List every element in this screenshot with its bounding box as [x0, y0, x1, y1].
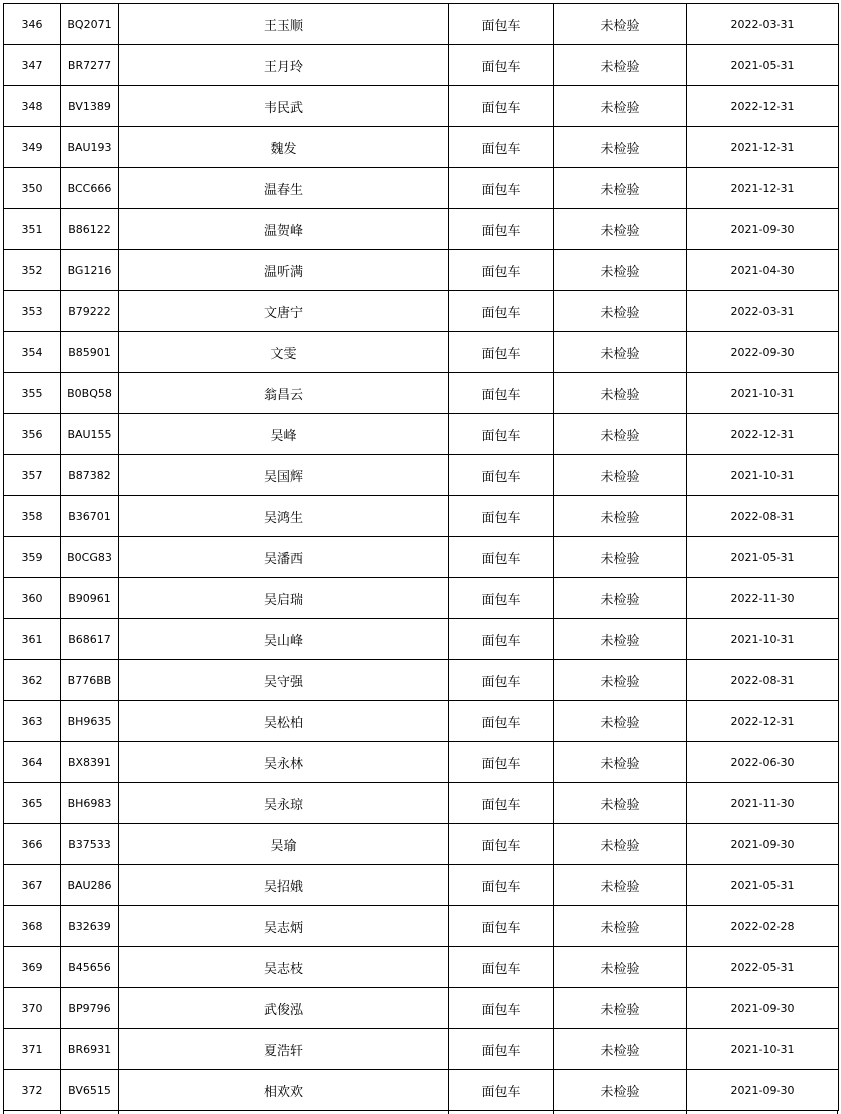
- vehicle-type-cell: 面包车: [449, 865, 554, 906]
- vehicle-type-cell: 面包车: [449, 86, 554, 127]
- owner-name-cell: 吴国辉: [119, 455, 449, 496]
- plate-number-cell: BV6515: [61, 1070, 119, 1111]
- inspection-status-cell: 未检验: [554, 86, 687, 127]
- expiry-date-cell: 2021-09-30: [687, 824, 839, 865]
- vehicle-type-cell: 面包车: [449, 1029, 554, 1070]
- inspection-status-cell: 未检验: [554, 168, 687, 209]
- plate-number-cell: B87382: [61, 455, 119, 496]
- inspection-status-cell: 未检验: [554, 660, 687, 701]
- plate-number-cell: B0BQ58: [61, 373, 119, 414]
- table-row: [4, 1029, 839, 1070]
- table-row: [4, 701, 839, 742]
- expiry-date-cell: 2022-02-28: [687, 906, 839, 947]
- inspection-status-cell: 未检验: [554, 619, 687, 660]
- owner-name-cell: 吴启瑞: [119, 578, 449, 619]
- expiry-date-cell: 2021-11-30: [687, 783, 839, 824]
- plate-number-cell: BAU193: [61, 127, 119, 168]
- expiry-date-cell: 2022-05-31: [687, 947, 839, 988]
- vehicle-type-cell: 面包车: [449, 824, 554, 865]
- plate-number-cell: B776BB: [61, 660, 119, 701]
- row-number-cell: 346: [4, 4, 61, 45]
- table-row: [4, 947, 839, 988]
- row-number-cell: 347: [4, 45, 61, 86]
- expiry-date-cell: 2022-03-31: [687, 291, 839, 332]
- row-number-cell: 355: [4, 373, 61, 414]
- owner-name-cell: 王玉顺: [119, 4, 449, 45]
- inspection-status-cell: 未检验: [554, 414, 687, 455]
- table-row: [4, 45, 839, 86]
- plate-number-cell: BAU155: [61, 414, 119, 455]
- plate-number-cell: BH6983: [61, 783, 119, 824]
- row-number-cell: 360: [4, 578, 61, 619]
- inspection-status-cell: 未检验: [554, 947, 687, 988]
- owner-name-cell: 相欢欢: [119, 1070, 449, 1111]
- table-row: [4, 865, 839, 906]
- row-number-cell: 372: [4, 1070, 61, 1111]
- expiry-date-cell: 2021-10-31: [687, 455, 839, 496]
- vehicle-type-cell: 面包车: [449, 537, 554, 578]
- plate-number-cell: BP9796: [61, 988, 119, 1029]
- row-number-cell: 357: [4, 455, 61, 496]
- owner-name-cell: 夏浩轩: [119, 1029, 449, 1070]
- inspection-status-cell: 未检验: [554, 373, 687, 414]
- row-number-cell: 350: [4, 168, 61, 209]
- vehicle-type-cell: 面包车: [449, 783, 554, 824]
- owner-name-cell: 王月玲: [119, 45, 449, 86]
- plate-number-cell: BCC666: [61, 168, 119, 209]
- table-row: [4, 250, 839, 291]
- table-row: [4, 783, 839, 824]
- plate-number-cell: B85901: [61, 332, 119, 373]
- row-number-cell: 349: [4, 127, 61, 168]
- owner-name-cell: 吴山峰: [119, 619, 449, 660]
- vehicle-type-cell: 面包车: [449, 619, 554, 660]
- row-number-cell: 354: [4, 332, 61, 373]
- table-row: [4, 742, 839, 783]
- table-row: [4, 373, 839, 414]
- row-number-cell: 371: [4, 1029, 61, 1070]
- inspection-status-cell: 未检验: [554, 4, 687, 45]
- owner-name-cell: 翁昌云: [119, 373, 449, 414]
- owner-name-cell: 温听满: [119, 250, 449, 291]
- vehicle-type-cell: 面包车: [449, 373, 554, 414]
- expiry-date-cell: 2021-10-31: [687, 373, 839, 414]
- vehicle-type-cell: 面包车: [449, 4, 554, 45]
- plate-number-cell: B68617: [61, 619, 119, 660]
- table-row: [4, 619, 839, 660]
- plate-number-cell: BAU286: [61, 865, 119, 906]
- inspection-status-cell: 未检验: [554, 906, 687, 947]
- vehicle-type-cell: 面包车: [449, 455, 554, 496]
- table-row: [4, 906, 839, 947]
- inspection-status-cell: 未检验: [554, 1070, 687, 1111]
- row-number-cell: 353: [4, 291, 61, 332]
- inspection-status-cell: 未检验: [554, 865, 687, 906]
- table-row: [4, 578, 839, 619]
- table-row: [4, 455, 839, 496]
- expiry-date-cell: 2022-08-31: [687, 496, 839, 537]
- vehicle-type-cell: 面包车: [449, 906, 554, 947]
- inspection-status-cell: 未检验: [554, 988, 687, 1029]
- table-row: [4, 168, 839, 209]
- plate-number-cell: B79222: [61, 291, 119, 332]
- row-number-cell: 363: [4, 701, 61, 742]
- owner-name-cell: 吴志枝: [119, 947, 449, 988]
- expiry-date-cell: 2021-04-30: [687, 250, 839, 291]
- expiry-date-cell: 2021-12-31: [687, 127, 839, 168]
- owner-name-cell: 文唐宁: [119, 291, 449, 332]
- plate-number-cell: B0CG83: [61, 537, 119, 578]
- vehicle-type-cell: 面包车: [449, 168, 554, 209]
- vehicle-type-cell: 面包车: [449, 496, 554, 537]
- vehicle-type-cell: 面包车: [449, 250, 554, 291]
- table-row: [4, 496, 839, 537]
- expiry-date-cell: 2021-12-31: [687, 168, 839, 209]
- inspection-status-cell: 未检验: [554, 1029, 687, 1070]
- row-number-cell: 366: [4, 824, 61, 865]
- table-row: [4, 86, 839, 127]
- plate-number-cell: B90961: [61, 578, 119, 619]
- row-number-cell: 370: [4, 988, 61, 1029]
- inspection-status-cell: 未检验: [554, 209, 687, 250]
- plate-number-cell: BH9635: [61, 701, 119, 742]
- vehicle-type-cell: 面包车: [449, 660, 554, 701]
- inspection-status-cell: 未检验: [554, 45, 687, 86]
- table-row: [4, 209, 839, 250]
- owner-name-cell: 温春生: [119, 168, 449, 209]
- expiry-date-cell: 2022-12-31: [687, 414, 839, 455]
- owner-name-cell: 武俊泓: [119, 988, 449, 1029]
- owner-name-cell: 吴潘西: [119, 537, 449, 578]
- owner-name-cell: 吴松柏: [119, 701, 449, 742]
- inspection-status-cell: 未检验: [554, 701, 687, 742]
- expiry-date-cell: 2022-09-30: [687, 332, 839, 373]
- plate-number-cell: BX8391: [61, 742, 119, 783]
- inspection-status-cell: 未检验: [554, 783, 687, 824]
- plate-number-cell: BV1389: [61, 86, 119, 127]
- table-row: [4, 1070, 839, 1111]
- row-number-cell: 352: [4, 250, 61, 291]
- row-number-cell: 367: [4, 865, 61, 906]
- inspection-status-cell: 未检验: [554, 537, 687, 578]
- vehicle-type-cell: 面包车: [449, 45, 554, 86]
- vehicle-type-cell: 面包车: [449, 414, 554, 455]
- row-number-cell: 364: [4, 742, 61, 783]
- table-row: [4, 291, 839, 332]
- expiry-date-cell: 2021-09-30: [687, 1070, 839, 1111]
- inspection-status-cell: 未检验: [554, 291, 687, 332]
- owner-name-cell: 吴志炳: [119, 906, 449, 947]
- table-row: [4, 537, 839, 578]
- row-number-cell: 356: [4, 414, 61, 455]
- plate-number-cell: B36701: [61, 496, 119, 537]
- plate-number-cell: BR7277: [61, 45, 119, 86]
- expiry-date-cell: 2022-11-30: [687, 578, 839, 619]
- plate-number-cell: BR6931: [61, 1029, 119, 1070]
- plate-number-cell: B45656: [61, 947, 119, 988]
- table-row: [4, 824, 839, 865]
- table-row: [4, 988, 839, 1029]
- inspection-status-cell: 未检验: [554, 824, 687, 865]
- owner-name-cell: 韦民武: [119, 86, 449, 127]
- table-body: [4, 4, 839, 1111]
- expiry-date-cell: 2021-05-31: [687, 865, 839, 906]
- expiry-date-cell: 2021-09-30: [687, 209, 839, 250]
- vehicle-type-cell: 面包车: [449, 701, 554, 742]
- expiry-date-cell: 2022-06-30: [687, 742, 839, 783]
- inspection-status-cell: 未检验: [554, 742, 687, 783]
- vehicle-type-cell: 面包车: [449, 332, 554, 373]
- owner-name-cell: 吴永琼: [119, 783, 449, 824]
- table-row: [4, 414, 839, 455]
- inspection-status-cell: 未检验: [554, 250, 687, 291]
- plate-number-cell: BG1216: [61, 250, 119, 291]
- table-row: [4, 332, 839, 373]
- vehicle-type-cell: 面包车: [449, 947, 554, 988]
- row-number-cell: 369: [4, 947, 61, 988]
- row-number-cell: 359: [4, 537, 61, 578]
- owner-name-cell: 吴鸿生: [119, 496, 449, 537]
- plate-number-cell: BQ2071: [61, 4, 119, 45]
- row-number-cell: 348: [4, 86, 61, 127]
- inspection-status-cell: 未检验: [554, 127, 687, 168]
- inspection-status-cell: 未检验: [554, 496, 687, 537]
- vehicle-type-cell: 面包车: [449, 127, 554, 168]
- owner-name-cell: 吴守强: [119, 660, 449, 701]
- row-number-cell: 365: [4, 783, 61, 824]
- owner-name-cell: 温贺峰: [119, 209, 449, 250]
- expiry-date-cell: 2022-12-31: [687, 86, 839, 127]
- expiry-date-cell: 2022-03-31: [687, 4, 839, 45]
- plate-number-cell: B32639: [61, 906, 119, 947]
- expiry-date-cell: 2021-10-31: [687, 619, 839, 660]
- inspection-status-cell: 未检验: [554, 332, 687, 373]
- owner-name-cell: 文雯: [119, 332, 449, 373]
- expiry-date-cell: 2021-10-31: [687, 1029, 839, 1070]
- expiry-date-cell: 2021-05-31: [687, 45, 839, 86]
- table-row: [4, 127, 839, 168]
- expiry-date-cell: 2021-05-31: [687, 537, 839, 578]
- owner-name-cell: 吴招娥: [119, 865, 449, 906]
- table-row: [4, 660, 839, 701]
- owner-name-cell: 吴峰: [119, 414, 449, 455]
- vehicle-type-cell: 面包车: [449, 209, 554, 250]
- row-number-cell: 368: [4, 906, 61, 947]
- vehicle-type-cell: 面包车: [449, 742, 554, 783]
- table-row: [4, 4, 839, 45]
- row-number-cell: 361: [4, 619, 61, 660]
- owner-name-cell: 吴瑜: [119, 824, 449, 865]
- vehicle-inspection-table: [3, 3, 839, 1111]
- expiry-date-cell: 2022-12-31: [687, 701, 839, 742]
- expiry-date-cell: 2021-09-30: [687, 988, 839, 1029]
- next-row-partial: [3, 1110, 838, 1114]
- plate-number-cell: B86122: [61, 209, 119, 250]
- inspection-status-cell: 未检验: [554, 455, 687, 496]
- inspection-status-cell: 未检验: [554, 578, 687, 619]
- row-number-cell: 358: [4, 496, 61, 537]
- expiry-date-cell: 2022-08-31: [687, 660, 839, 701]
- row-number-cell: 362: [4, 660, 61, 701]
- vehicle-type-cell: 面包车: [449, 1070, 554, 1111]
- vehicle-type-cell: 面包车: [449, 988, 554, 1029]
- row-number-cell: 351: [4, 209, 61, 250]
- owner-name-cell: 魏发: [119, 127, 449, 168]
- owner-name-cell: 吴永林: [119, 742, 449, 783]
- vehicle-type-cell: 面包车: [449, 291, 554, 332]
- vehicle-type-cell: 面包车: [449, 578, 554, 619]
- plate-number-cell: B37533: [61, 824, 119, 865]
